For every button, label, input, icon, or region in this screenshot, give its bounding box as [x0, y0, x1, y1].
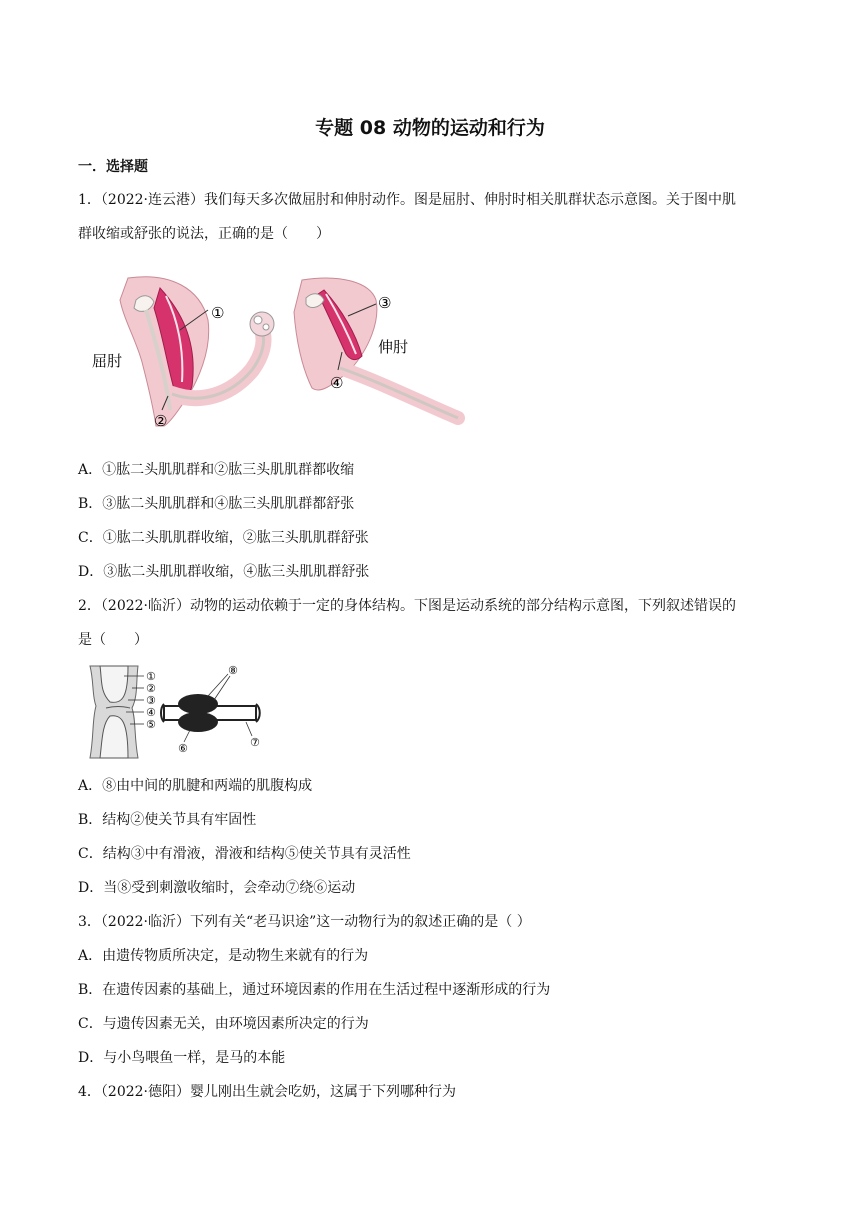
label-ext: 伸肘 — [378, 338, 409, 356]
q1-option-c: C．①肱二头肌肌群收缩，②肱三头肌肌群舒张 — [78, 530, 369, 546]
q3-option-d: D．与小鸟喂鱼一样，是马的本能 — [78, 1050, 286, 1066]
q1-option-a: A．①肱二头肌肌群和②肱三头肌肌群都收缩 — [78, 462, 355, 478]
marker-4: ④ — [146, 706, 156, 719]
joint-illustration — [90, 666, 144, 758]
question-4-stem: 4．（2022·德阳）婴儿刚出生就会吃奶，这属于下列哪种行为 — [78, 1084, 456, 1100]
marker-3: ③ — [146, 694, 156, 707]
marker-8: ⑧ — [228, 664, 238, 677]
flexed-arm-illustration — [120, 277, 274, 426]
q2-option-c: C．结构③中有滑液，滑液和结构⑤使关节具有灵活性 — [78, 846, 411, 862]
q2-option-a: A．⑧由中间的肌腱和两端的肌腹构成 — [78, 778, 313, 794]
marker-2: ② — [154, 412, 168, 430]
label-flex: 屈肘 — [92, 352, 123, 370]
question-2-stem-line2: 是（ ） — [78, 632, 148, 648]
joint-muscle-figure — [80, 662, 270, 762]
extended-arm-illustration — [294, 278, 458, 418]
marker-1: ① — [146, 670, 156, 683]
marker-1: ① — [211, 304, 225, 322]
q3-option-b: B．在遗传因素的基础上，通过环境因素的作用在生活过程中逐渐形成的行为 — [78, 982, 551, 998]
marker-6: ⑥ — [178, 742, 188, 755]
q2-option-d: D．当⑧受到刺激收缩时，会牵动⑦绕⑥运动 — [78, 880, 356, 896]
bone-muscle-illustration — [161, 674, 260, 742]
q1-option-b: B．③肱二头肌肌群和④肱三头肌肌群都舒张 — [78, 496, 355, 512]
arm-muscle-figure — [80, 270, 470, 430]
marker-5: ⑤ — [146, 718, 156, 731]
page-title: 专题 08 动物的运动和行为 — [315, 117, 545, 139]
question-1-stem-line2: 群收缩或舒张的说法，正确的是（ ） — [78, 226, 330, 242]
marker-3: ③ — [378, 294, 392, 312]
question-3-stem: 3．（2022·临沂）下列有关“老马识途”这一动物行为的叙述正确的是（ ） — [78, 914, 531, 930]
marker-7: ⑦ — [250, 736, 260, 749]
q2-option-b: B．结构②使关节具有牢固性 — [78, 812, 257, 828]
marker-4: ④ — [330, 374, 344, 392]
q1-option-d: D．③肱二头肌肌群收缩，④肱三头肌肌群舒张 — [78, 564, 370, 580]
q3-option-a: A．由遗传物质所决定，是动物生来就有的行为 — [78, 948, 369, 964]
question-1-stem-line1: 1．（2022·连云港）我们每天多次做屈肘和伸肘动作。图是屈肘、伸肘时相关肌群状态示意图。关于图中肌 — [78, 192, 736, 208]
question-2-stem-line1: 2．（2022·临沂）动物的运动依赖于一定的身体结构。下图是运动系统的部分结构示意图，下列叙述错误的 — [78, 598, 736, 614]
section-heading: 一．选择题 — [78, 159, 148, 175]
q3-option-c: C．与遗传因素无关，由环境因素所决定的行为 — [78, 1016, 369, 1032]
marker-2: ② — [146, 682, 156, 695]
